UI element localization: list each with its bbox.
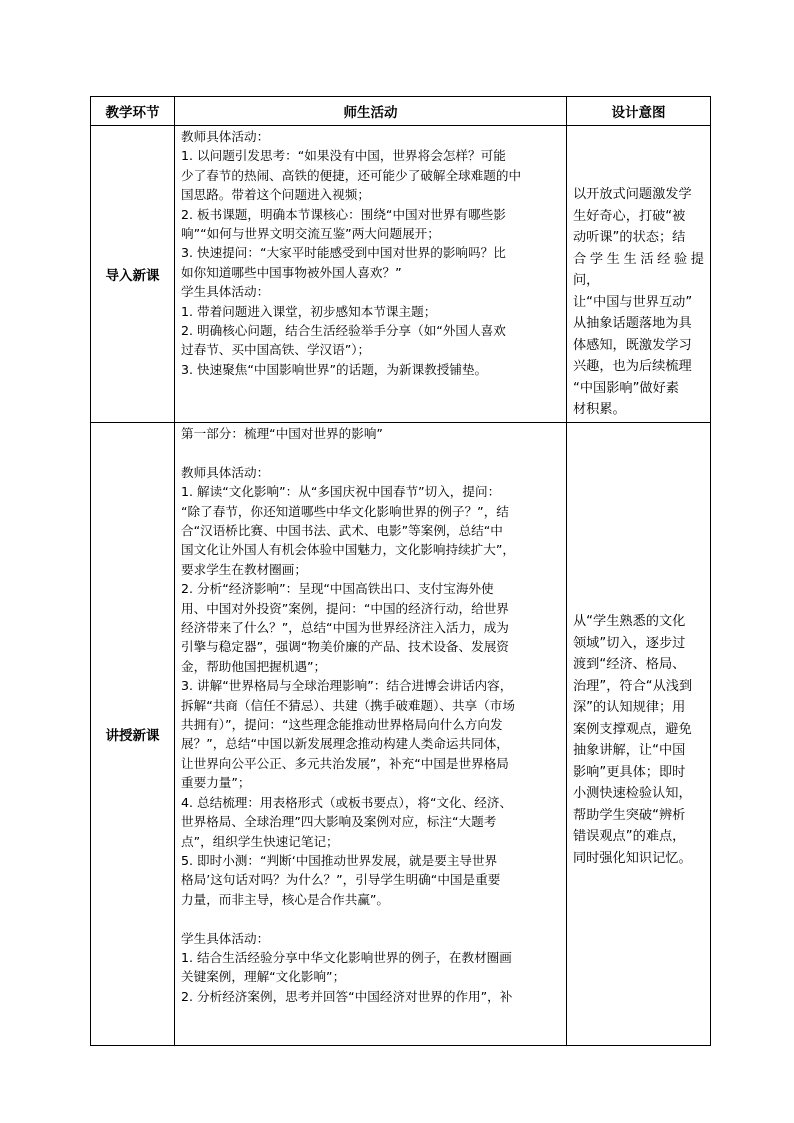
intent-text (567, 126, 710, 421)
activity-line: 经济带来了什么？”，总结“中国为世界经济注入活力，成为 (181, 620, 509, 636)
intent-line: 从“学生熟悉的文化 (573, 614, 686, 629)
intent-cell (567, 126, 711, 423)
activity-line: 合“汉语桥比赛、中国书法、武术、电影”等案例，总结“中 (181, 523, 503, 539)
activity-line: 让世界向公平公正、多元共治发展”，补充“中国是世界格局 (181, 755, 509, 771)
header-stage: 教学环节 (91, 97, 175, 126)
activity-line: 2. 明确核心问题，结合生活经验举手分享（如“外国人喜欢 (181, 323, 506, 339)
activity-line: 少了春节的热闹、高铁的便捷，还可能少了破解全球难题的中 (181, 167, 522, 183)
intent-line: 影响”更具体；即时 (573, 764, 686, 780)
activity-text (175, 126, 566, 379)
intent-line: 错误观点”的难点， (573, 829, 686, 844)
activity-line: “除了春节，你还知道哪些中华文化影响世界的例子？”，结 (181, 503, 509, 519)
stage-cell: 导入新课 (91, 126, 175, 423)
activity-line: 世界格局、全球治理”四大影响及案例对应，标注“大题考 (181, 814, 497, 830)
activity-line: 1. 带着问题进入课堂，初步感知本节课主题； (181, 303, 437, 319)
activity-line: 用、中国对外投资”案例，提问：“中国的经济行动，给世界 (181, 600, 509, 616)
intent-line: 体感知，既激发学习 (573, 337, 692, 353)
activity-line: 格局’这句话对吗？为什么？”，引导学生明确“中国是重要 (181, 872, 501, 888)
activity-line: 力量，而非主导，核心是合作共赢”。 (181, 891, 390, 907)
intent-line: 生好奇心，打破“被 (573, 208, 686, 224)
intent-cell (567, 423, 711, 1046)
intent-line: 从抽象话题落地为具 (573, 316, 692, 331)
activity-cell (175, 423, 567, 1046)
activity-line (181, 443, 562, 462)
activity-line: 关键案例，理解“文化影响”； (181, 969, 346, 985)
intent-line: 以开放式问题激发学 (573, 187, 692, 202)
intent-line: 深”的认知规律；用 (573, 700, 686, 715)
activity-line: 1. 解读“文化影响”：从“多国庆祝中国春节”切入，提问： (181, 484, 501, 500)
intent-line: 抽象讲解，让“中国 (573, 743, 686, 758)
activity-line: 国思路。带着这个问题进入视频； (181, 187, 370, 203)
activity-line: 第一部分：梳理“中国对世界的影响” (181, 426, 383, 441)
intent-line: 动听课”的状态；结 (573, 230, 686, 245)
activity-line: 要求学生在教材圈画； (181, 561, 307, 577)
intent-line: 治理”，符合“从浅到 (573, 678, 693, 694)
intent-line: 让“中国与世界互动” (573, 294, 693, 310)
intent-line: 帮助学生突破“辨析 (573, 807, 686, 823)
activity-line: 5. 即时小测：“判断‘中国推动世界发展，就是要主导世界 (181, 852, 498, 868)
activity-line: 4. 总结梳理：用表格形式（或板书要点），将“文化、经济、 (181, 794, 513, 810)
activity-line: 国文化让外国人有机会体验中国魅力，文化影响持续扩大”， (181, 542, 515, 558)
activity-line: 1. 结合生活经验分享中华文化影响世界的例子，在教材圈画 (181, 949, 512, 965)
activity-line: 2. 分析经济案例，思考并回答“中国经济对世界的作用”，补 (181, 988, 513, 1004)
intent-line: 合学生生活经验提问， (573, 251, 704, 288)
activity-line: 引擎与稳定器”，强调“物美价廉的产品、技术设备、发展资 (181, 639, 509, 655)
intent-line: 案例支撑观点，避免 (573, 721, 692, 737)
activity-line: 共拥有）”，提问：“这些理念能推动世界格局向什么方向发 (181, 717, 503, 733)
lesson-plan-table (90, 96, 711, 1046)
activity-line: 2. 分析“经济影响”：呈现“中国高铁出口、支付宝海外使 (181, 581, 494, 597)
activity-line: 学生具体活动： (181, 284, 270, 300)
activity-line: 3. 快速提问：“大家平时能感受到中国对世界的影响吗？比 (181, 245, 506, 261)
activity-line: 学生具体活动： (181, 930, 270, 946)
activity-line: 展？”，总结“中国以新发展理念推动构建人类命运共同体， (181, 736, 509, 752)
activity-text (175, 423, 566, 1006)
activity-line: 金，帮助他国把握机遇”； (181, 658, 327, 674)
intent-line: 小测快速检验认知， (573, 786, 692, 801)
activity-line: 如你知道哪些中国事物被外国人喜欢？” (181, 264, 402, 280)
stage-cell: 讲授新课 (91, 423, 175, 1046)
table-header-row (91, 97, 711, 126)
table-row (91, 126, 711, 423)
activity-line: 拆解“共商（信任不猜忌）、共建（携手破难题）、共享（市场 (181, 697, 515, 713)
intent-line: “中国影响”做好素 (573, 380, 679, 396)
activity-line (181, 909, 562, 928)
activity-line: 教师具体活动： (181, 129, 270, 144)
intent-line: 渡到“经济、格局、 (573, 657, 686, 672)
activity-line: 3. 讲解“世界格局与全球治理影响”：结合进博会讲话内容， (181, 678, 513, 694)
header-activity: 师生活动 (175, 97, 567, 126)
activity-line: 响”“如何与世界文明交流互鉴”两大问题展开； (181, 226, 440, 242)
activity-line: 3. 快速聚焦“中国影响世界”的话题，为新课教授铺垫。 (181, 361, 488, 377)
activity-line: 1. 以问题引发思考：“如果没有中国，世界将会怎样？可能 (181, 148, 506, 164)
intent-text (567, 423, 710, 869)
table-row (91, 423, 711, 1046)
activity-line: 教师具体活动： (181, 464, 270, 480)
activity-line: 重要力量”； (181, 775, 251, 791)
activity-line: 2. 板书课题，明确本节课核心：围绕“中国对世界有哪些影 (181, 206, 506, 222)
activity-line: 点”，组织学生快速记笔记； (181, 833, 339, 849)
intent-line: 材积累。 (573, 402, 626, 417)
activity-line: 过春节、买中国高铁、学汉语”）； (181, 342, 371, 358)
header-intent: 设计意图 (567, 97, 711, 126)
intent-line: 领域”切入，逐步过 (573, 635, 686, 651)
intent-line: 同时强化知识记忆。 (573, 850, 692, 866)
activity-cell (175, 126, 567, 423)
intent-line: 兴趣，也为后续梳理 (573, 359, 692, 374)
